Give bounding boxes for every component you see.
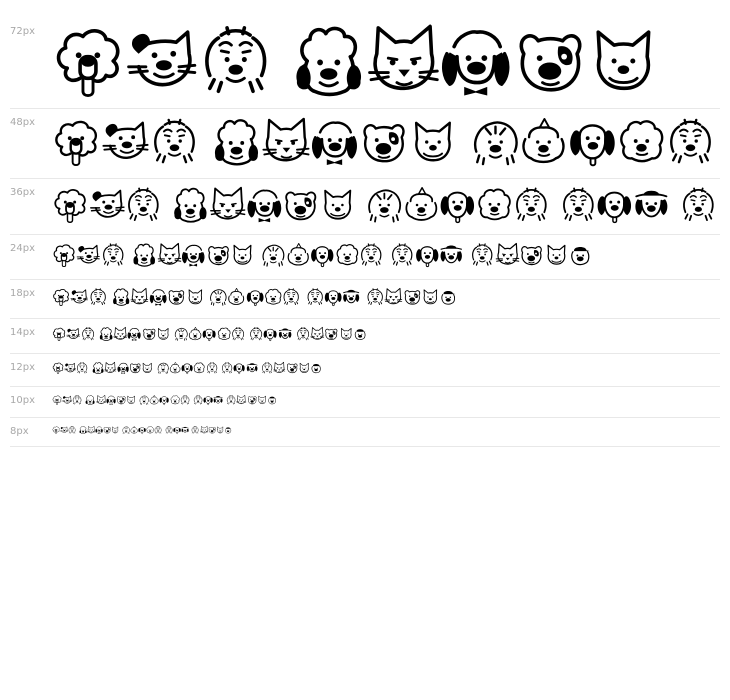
glyph-line bbox=[52, 288, 458, 306]
floppy-ear-tongue-dog-icon bbox=[568, 118, 617, 166]
sheepdog-icon bbox=[174, 327, 188, 341]
cat-face-icon bbox=[261, 118, 310, 166]
floppy-ear-tongue-dog-icon bbox=[439, 187, 476, 223]
cat-face-icon bbox=[495, 243, 519, 267]
spotted-dog-icon bbox=[129, 362, 141, 374]
lion-dog-icon bbox=[172, 187, 209, 223]
cowboy-hat-dog-icon bbox=[246, 362, 258, 374]
poodle-tongue-icon bbox=[52, 25, 125, 97]
party-hat-dog-icon bbox=[519, 118, 568, 166]
cowboy-hat-dog-icon bbox=[342, 288, 360, 306]
small-cat-icon bbox=[408, 118, 457, 166]
glyph-line bbox=[52, 243, 593, 267]
small-cat-icon bbox=[586, 25, 659, 97]
spaniel-bowtie-icon bbox=[117, 362, 129, 374]
size-label: 8px bbox=[10, 426, 29, 437]
terrier-dog-icon bbox=[60, 426, 68, 434]
shaggy-dog-icon bbox=[68, 426, 76, 434]
terrier-dog-icon bbox=[125, 25, 198, 97]
spotted-dog-icon bbox=[403, 288, 421, 306]
spotted-dog-icon bbox=[359, 118, 408, 166]
poodle-tongue-icon bbox=[52, 395, 62, 405]
cowboy-hat-dog-icon bbox=[278, 327, 292, 341]
specimen-row-8 bbox=[10, 418, 720, 447]
beagle-cap-dog-icon bbox=[224, 426, 232, 434]
spaniel-bowtie-icon bbox=[127, 327, 141, 341]
floppy-ear-tongue-dog-icon bbox=[324, 288, 342, 306]
spotted-dog-icon bbox=[519, 243, 543, 267]
floppy-ear-tongue-dog-icon bbox=[263, 327, 277, 341]
glyph-line bbox=[52, 25, 680, 97]
size-label: 24px bbox=[10, 243, 35, 254]
cowboy-hat-dog-icon bbox=[439, 243, 463, 267]
small-cat-icon bbox=[156, 327, 170, 341]
spotted-dog-icon bbox=[142, 327, 156, 341]
shaggy-dog-icon bbox=[282, 288, 300, 306]
cowboy-hat-dog-icon bbox=[213, 395, 223, 405]
size-label: 14px bbox=[10, 327, 35, 338]
spotted-dog-icon bbox=[286, 362, 298, 374]
cat-face-icon bbox=[87, 426, 95, 434]
poodle-tongue-icon bbox=[52, 118, 101, 166]
shaggy-dog-icon bbox=[206, 362, 218, 374]
cat-face-icon bbox=[200, 426, 208, 434]
beagle-cap-dog-icon bbox=[568, 243, 592, 267]
floppy-ear-tongue-dog-icon bbox=[181, 362, 193, 374]
small-cat-icon bbox=[216, 426, 224, 434]
shaggy-dog-icon bbox=[193, 395, 203, 405]
shaggy-dog-icon bbox=[125, 187, 162, 223]
floppy-ear-tongue-dog-icon bbox=[159, 395, 169, 405]
curly-dog-icon bbox=[217, 327, 231, 341]
shaggy-dog-icon bbox=[226, 395, 236, 405]
curly-dog-icon bbox=[264, 288, 282, 306]
spaniel-bowtie-icon bbox=[439, 25, 512, 97]
small-cat-icon bbox=[257, 395, 267, 405]
shaggy-dog-icon bbox=[180, 395, 190, 405]
beagle-cap-dog-icon bbox=[353, 327, 367, 341]
party-hat-dog-icon bbox=[169, 362, 181, 374]
specimen-row-18 bbox=[10, 280, 720, 319]
specimen-row-10 bbox=[10, 387, 720, 418]
party-hat-dog-icon bbox=[149, 395, 159, 405]
lion-dog-icon bbox=[112, 288, 130, 306]
lion-dog-icon bbox=[85, 395, 95, 405]
party-hat-dog-icon bbox=[286, 243, 310, 267]
poodle-tongue-icon bbox=[52, 327, 66, 341]
sheepdog-icon bbox=[139, 395, 149, 405]
shaggy-dog-icon bbox=[231, 327, 245, 341]
size-label: 12px bbox=[10, 362, 35, 373]
terrier-dog-icon bbox=[89, 187, 126, 223]
size-label: 18px bbox=[10, 288, 35, 299]
specimen-row-14 bbox=[10, 319, 720, 354]
small-cat-icon bbox=[339, 327, 353, 341]
floppy-ear-tongue-dog-icon bbox=[173, 426, 181, 434]
floppy-ear-tongue-dog-icon bbox=[202, 327, 216, 341]
shaggy-dog-icon bbox=[72, 395, 82, 405]
glyph-line bbox=[52, 395, 277, 405]
cat-face-icon bbox=[113, 327, 127, 341]
poodle-tongue-icon bbox=[52, 362, 64, 374]
shaggy-dog-icon bbox=[165, 426, 173, 434]
terrier-dog-icon bbox=[64, 362, 76, 374]
spotted-dog-icon bbox=[282, 187, 319, 223]
floppy-ear-tongue-dog-icon bbox=[310, 243, 334, 267]
cat-face-icon bbox=[130, 288, 148, 306]
shaggy-dog-icon bbox=[680, 187, 717, 223]
poodle-tongue-icon bbox=[52, 243, 76, 267]
small-cat-icon bbox=[126, 395, 136, 405]
spotted-dog-icon bbox=[324, 327, 338, 341]
lion-dog-icon bbox=[212, 118, 261, 166]
lion-dog-icon bbox=[99, 327, 113, 341]
shaggy-dog-icon bbox=[89, 288, 107, 306]
small-cat-icon bbox=[421, 288, 439, 306]
small-cat-icon bbox=[544, 243, 568, 267]
small-cat-icon bbox=[230, 243, 254, 267]
shaggy-dog-icon bbox=[261, 362, 273, 374]
specimen-row-36 bbox=[10, 179, 720, 235]
sheepdog-icon bbox=[471, 118, 520, 166]
shaggy-dog-icon bbox=[249, 327, 263, 341]
cowboy-hat-dog-icon bbox=[181, 426, 189, 434]
shaggy-dog-icon bbox=[560, 187, 597, 223]
cowboy-hat-dog-icon bbox=[633, 187, 670, 223]
small-cat-icon bbox=[319, 187, 356, 223]
shaggy-dog-icon bbox=[76, 362, 88, 374]
poodle-tongue-icon bbox=[52, 426, 60, 434]
curly-dog-icon bbox=[193, 362, 205, 374]
shaggy-dog-icon bbox=[191, 426, 199, 434]
shaggy-dog-icon bbox=[513, 187, 550, 223]
terrier-dog-icon bbox=[101, 118, 150, 166]
spaniel-bowtie-icon bbox=[310, 118, 359, 166]
cat-face-icon bbox=[96, 395, 106, 405]
cat-face-icon bbox=[384, 288, 402, 306]
small-cat-icon bbox=[141, 362, 153, 374]
shaggy-dog-icon bbox=[199, 25, 272, 97]
lion-dog-icon bbox=[92, 362, 104, 374]
shaggy-dog-icon bbox=[666, 118, 715, 166]
terrier-dog-icon bbox=[76, 243, 100, 267]
size-label: 72px bbox=[10, 26, 35, 37]
terrier-dog-icon bbox=[62, 395, 72, 405]
floppy-ear-tongue-dog-icon bbox=[415, 243, 439, 267]
spotted-dog-icon bbox=[513, 25, 586, 97]
floppy-ear-tongue-dog-icon bbox=[203, 395, 213, 405]
glyph-line bbox=[52, 362, 322, 374]
spotted-dog-icon bbox=[206, 243, 230, 267]
curly-dog-icon bbox=[335, 243, 359, 267]
shaggy-dog-icon bbox=[366, 288, 384, 306]
lion-dog-icon bbox=[132, 243, 156, 267]
specimen-row-72 bbox=[10, 18, 720, 109]
sheepdog-icon bbox=[122, 426, 130, 434]
font-specimen bbox=[10, 18, 720, 447]
shaggy-dog-icon bbox=[81, 327, 95, 341]
beagle-cap-dog-icon bbox=[267, 395, 277, 405]
curly-dog-icon bbox=[146, 426, 154, 434]
cat-face-icon bbox=[310, 327, 324, 341]
sheepdog-icon bbox=[261, 243, 285, 267]
shaggy-dog-icon bbox=[306, 288, 324, 306]
spotted-dog-icon bbox=[103, 426, 111, 434]
small-cat-icon bbox=[111, 426, 119, 434]
lion-dog-icon bbox=[79, 426, 87, 434]
spotted-dog-icon bbox=[208, 426, 216, 434]
size-label: 10px bbox=[10, 395, 35, 406]
shaggy-dog-icon bbox=[221, 362, 233, 374]
specimen-row-12 bbox=[10, 354, 720, 387]
floppy-ear-tongue-dog-icon bbox=[233, 362, 245, 374]
cat-face-icon bbox=[104, 362, 116, 374]
shaggy-dog-icon bbox=[470, 243, 494, 267]
cat-face-icon bbox=[209, 187, 246, 223]
curly-dog-icon bbox=[170, 395, 180, 405]
party-hat-dog-icon bbox=[227, 288, 245, 306]
sheepdog-icon bbox=[209, 288, 227, 306]
shaggy-dog-icon bbox=[390, 243, 414, 267]
glyph-line bbox=[52, 118, 715, 166]
spaniel-bowtie-icon bbox=[181, 243, 205, 267]
lion-dog-icon bbox=[292, 25, 365, 97]
curly-dog-icon bbox=[476, 187, 513, 223]
sheepdog-icon bbox=[157, 362, 169, 374]
glyph-line bbox=[52, 187, 717, 223]
shaggy-dog-icon bbox=[150, 118, 199, 166]
size-label: 36px bbox=[10, 187, 35, 198]
floppy-ear-tongue-dog-icon bbox=[596, 187, 633, 223]
specimen-row-48 bbox=[10, 109, 720, 179]
party-hat-dog-icon bbox=[188, 327, 202, 341]
spotted-dog-icon bbox=[116, 395, 126, 405]
small-cat-icon bbox=[186, 288, 204, 306]
party-hat-dog-icon bbox=[403, 187, 440, 223]
beagle-cap-dog-icon bbox=[439, 288, 457, 306]
beagle-cap-dog-icon bbox=[310, 362, 322, 374]
party-hat-dog-icon bbox=[130, 426, 138, 434]
shaggy-dog-icon bbox=[101, 243, 125, 267]
glyph-line bbox=[52, 426, 232, 434]
small-cat-icon bbox=[298, 362, 310, 374]
floppy-ear-tongue-dog-icon bbox=[138, 426, 146, 434]
shaggy-dog-icon bbox=[154, 426, 162, 434]
size-label: 48px bbox=[10, 117, 35, 128]
spotted-dog-icon bbox=[167, 288, 185, 306]
shaggy-dog-icon bbox=[296, 327, 310, 341]
poodle-tongue-icon bbox=[52, 288, 70, 306]
curly-dog-icon bbox=[617, 118, 666, 166]
spaniel-bowtie-icon bbox=[95, 426, 103, 434]
terrier-dog-icon bbox=[66, 327, 80, 341]
terrier-dog-icon bbox=[70, 288, 88, 306]
cat-face-icon bbox=[236, 395, 246, 405]
sheepdog-icon bbox=[366, 187, 403, 223]
spaniel-bowtie-icon bbox=[106, 395, 116, 405]
glyph-line bbox=[52, 327, 367, 341]
cat-face-icon bbox=[273, 362, 285, 374]
shaggy-dog-icon bbox=[359, 243, 383, 267]
spaniel-bowtie-icon bbox=[246, 187, 283, 223]
floppy-ear-tongue-dog-icon bbox=[246, 288, 264, 306]
cat-face-icon bbox=[157, 243, 181, 267]
cat-face-icon bbox=[366, 25, 439, 97]
spotted-dog-icon bbox=[247, 395, 257, 405]
spaniel-bowtie-icon bbox=[149, 288, 167, 306]
specimen-row-24 bbox=[10, 235, 720, 280]
poodle-tongue-icon bbox=[52, 187, 89, 223]
